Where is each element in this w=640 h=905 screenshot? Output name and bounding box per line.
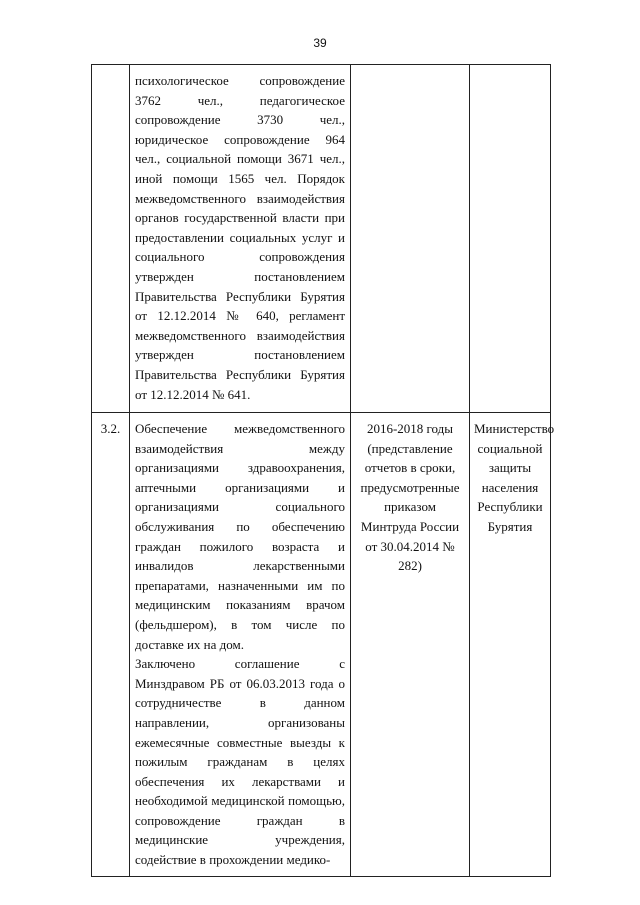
measures-table <box>91 64 555 877</box>
executor-text: Министерство социальной защиты населения Республики Бурятия <box>474 421 555 534</box>
executor-cell <box>470 65 551 413</box>
row-number-cell <box>92 65 130 413</box>
term-text: 2016-2018 годы (представление отчетов в сроки, предусмотренные приказом Минтруда России от 30.04.2014 № 282) <box>360 421 460 574</box>
measure-text-cell <box>130 65 351 413</box>
measure-text-paragraph: Заключено соглашение с Минздравом РБ от 06.03.2013 года о сотрудничестве в данном направлении, организованы ежемесячные совместные выезды к пожилым гражданам в целях обеспечения их лекарствами и необходимой медицинской помощью, сопровождение граждан в медицинские учреждения, содействие в прохождении медико- <box>135 656 345 868</box>
measure-text: психологическое сопровождение 3762 чел., педагогическое сопровождение 3730 чел., юридическое сопровождение 964 чел., социальной помощи 3671 чел., иной помощи 1565 чел. Порядок межведомственного взаимодействия органов государственной власти при предоставлении социальных услуг и социального сопровождения утвержден постановлением Правительства Республики Бурятия от 12.12.2014 № 640, регламент межведомственного взаимодействия утвержден постановлением Правительства Республики Бурятия от 12.12.2014 № 641. <box>135 73 345 402</box>
term-cell <box>351 65 470 413</box>
table-row <box>92 413 551 877</box>
row-number: 3.2. <box>100 421 121 436</box>
term-cell <box>351 413 470 877</box>
measure-text-paragraph: Обеспечение межведомственного взаимодействия между организациями здравоохранения, аптечными организациями и организациями социального обслуживания по обеспечению граждан пожилого возраста и инвалидов лекарственными препаратами, назначенными им по медицинским показаниям врачом (фельдшером), в том числе по доставке их на дом. <box>135 421 345 652</box>
executor-cell <box>470 413 555 877</box>
row-number-cell <box>92 413 130 877</box>
page-number: 39 <box>313 36 327 50</box>
table-row <box>92 65 551 413</box>
measure-text-cell <box>130 413 351 877</box>
